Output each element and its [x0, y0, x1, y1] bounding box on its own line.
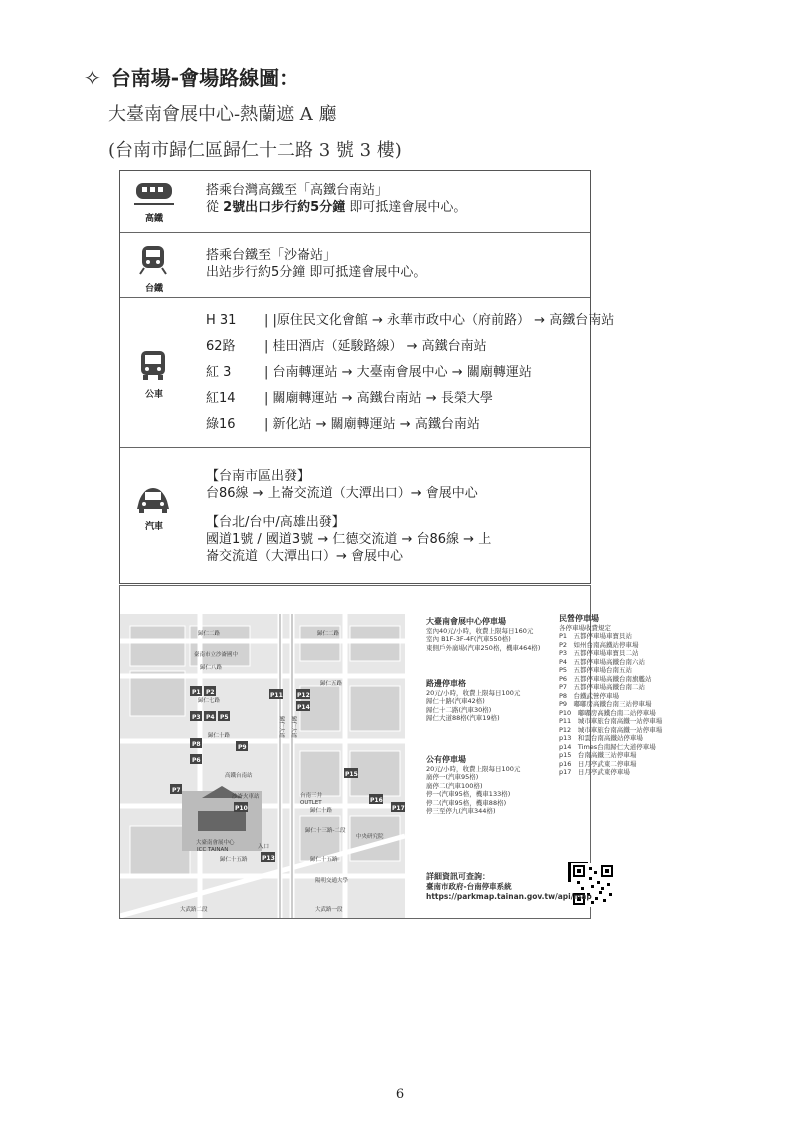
legend-footer: 詳細資訊可查詢： 臺南市政府-台南停車系統 https://parkmap.tainan.gov.tw/api/map — [426, 872, 592, 901]
svg-text:歸仁二路: 歸仁二路 — [198, 631, 221, 637]
legend-private-parking: 民營停車場 各停車場收費規定 P1 五都停車場車寶貝站 P2 如州台南高鐵站停車場 P3 五都停車場車寶貝二站 P4 五都停車場高鐵台南六站 P5 五都停車場台南五站 P6 五都停車場高鐵台南旗艦站 P7 五都停車場高鐵台南二站 P8 台鐵武營停車場 P9 嘟嘟房高鐵台南三站停車場 P10 嘟嘟房高鐵台南二站停車場 P11 城市車旅台南高鐵一站停車場 P12 城市車旅台南高鐵一站停車場 p13 和雲台南高鐵站停車場 p14 Times台南歸仁大道停車場 p15 台南高鐵三站停車場 p16 日月亭武東二停車場 p17 日月亭武東停車場 — [559, 614, 663, 776]
svg-text:ICC TAINAN: ICC TAINAN — [197, 847, 229, 853]
svg-text:歸仁大道: 歸仁大道 — [278, 716, 284, 739]
legend-public-parking: 公有停車場 20元/小時，收費上限每日100元 廣停一(汽車95格) 廣停二(汽車100格) 停一(汽車95格，機車133格) 停二(汽車95格，機車88格) 停三至停九(汽車344格) — [426, 755, 521, 815]
svg-text:歸仁大道: 歸仁大道 — [290, 716, 296, 739]
svg-text:歸仁五路: 歸仁五路 — [320, 681, 343, 687]
venue-name: 大臺南會展中心-熱蘭遮 A 廳 — [108, 104, 337, 125]
svg-text:P10: P10 — [235, 805, 248, 812]
private-parking-item: p16 日月亭武東二停車場 — [559, 759, 637, 768]
svg-text:歸仁二路: 歸仁二路 — [317, 631, 340, 637]
svg-text:P6: P6 — [192, 757, 201, 764]
private-parking-item: P8 台鐵武營停車場 — [559, 691, 620, 700]
svg-text:歸仁八路: 歸仁八路 — [200, 665, 223, 671]
svg-text:P12: P12 — [297, 692, 310, 699]
svg-text:大臺南會展中心: 大臺南會展中心 — [196, 840, 235, 846]
svg-text:歸仁七路: 歸仁七路 — [198, 698, 221, 704]
private-parking-item: p14 Times台南歸仁大道停車場 — [559, 742, 656, 751]
bus-route: 紅 3 | 台南轉運站 → 大臺南會展中心 → 關廟轉運站 — [206, 365, 532, 380]
svg-text:P11: P11 — [270, 692, 283, 699]
car-route-city: 台86線 → 上崙交流道（大潭出口）→ 會展中心 — [206, 486, 478, 501]
svg-text:沙崙火車站: 沙崙火車站 — [232, 794, 260, 800]
bus-route: H 31 | |原住民文化會館 → 永華市政中心（府前路） → 高鐵台南站 — [206, 313, 615, 328]
svg-text:P14: P14 — [297, 704, 310, 711]
private-parking-item: P1 五都停車場車寶貝站 — [559, 632, 633, 640]
hsr-section — [120, 171, 590, 233]
venue-address: (台南市歸仁區歸仁十二路 3 號 3 樓) — [108, 140, 402, 161]
bus-icon — [137, 349, 169, 383]
private-parking-item: p17 日月亭武東停車場 — [559, 768, 630, 776]
page-number: 6 — [395, 1087, 405, 1102]
svg-text:歸仁十三路-二段: 歸仁十三路-二段 — [305, 828, 346, 834]
svg-text:陽明交通大學: 陽明交通大學 — [315, 878, 349, 884]
car-heading-other: 【台北/台中/高雄出發】 — [206, 515, 345, 530]
tra-line1: 搭乘台鐵至「沙崙站」 — [206, 248, 337, 263]
bus-route: 62路 | 桂田酒店（延駿路線） → 高鐵台南站 — [206, 339, 487, 354]
svg-text:歸仁十路: 歸仁十路 — [310, 808, 333, 814]
car-label: 汽車 — [144, 522, 163, 532]
private-parking-item: P5 五都停車場台南五站 — [559, 666, 633, 674]
private-parking-item: p13 和雲台南高鐵站停車場 — [559, 734, 643, 742]
private-parking-item: P9 嘟嘟房高鐵台南三站停車場 — [559, 700, 652, 708]
svg-text:歸仁十五路: 歸仁十五路 — [220, 857, 248, 863]
tra-label: 台鐵 — [144, 284, 163, 294]
legend-center-parking: 大臺南會展中心停車場 室內40元/小時，收費上限每日160元 室內 B1F-3F-4F(汽車550格) 東側戶外廣場(汽車250格，機車464格) — [426, 617, 541, 652]
private-parking-item: P6 五都停車場高鐵台南旗艦站 — [559, 674, 652, 683]
hsr-train-icon — [134, 177, 174, 207]
hsr-line1: 搭乘台灣高鐵至「高鐵台南站」 — [206, 183, 389, 198]
car-route-other-2: 崙交流道（大潭出口）→ 會展中心 — [206, 549, 404, 564]
svg-text:P5: P5 — [220, 714, 229, 721]
private-parking-item: P11 城市車旅台南高鐵一站停車場 — [559, 717, 663, 725]
svg-text:P17: P17 — [392, 805, 405, 812]
svg-text:P13: P13 — [262, 855, 275, 862]
private-parking-item: P10 嘟嘟房高鐵台南二站停車場 — [559, 708, 656, 717]
svg-text:P2: P2 — [206, 689, 215, 696]
svg-text:台南三井: 台南三井 — [300, 793, 323, 799]
svg-text:大武路一段: 大武路一段 — [315, 907, 343, 913]
svg-text:大武路二段: 大武路二段 — [180, 907, 208, 913]
hsr-label: 高鐵 — [144, 214, 163, 224]
svg-text:中央研究院: 中央研究院 — [356, 834, 384, 840]
svg-text:歸仁十路: 歸仁十路 — [208, 733, 231, 739]
tra-train-icon — [138, 244, 168, 276]
svg-text:P9: P9 — [238, 744, 247, 751]
private-parking-item: P2 如州台南高鐵站停車場 — [559, 640, 639, 649]
transport-table — [119, 170, 615, 584]
car-section — [120, 447, 590, 583]
bus-label: 公車 — [144, 390, 163, 400]
section-title: 台南場-會場路線圖： — [110, 66, 300, 90]
svg-text:臺南市立沙崙國中: 臺南市立沙崙國中 — [194, 652, 239, 658]
svg-text:P1: P1 — [192, 689, 201, 696]
private-parking-item: p15 台南高鐵三站停車場 — [559, 751, 637, 759]
svg-text:P15: P15 — [345, 771, 358, 778]
bus-route: 綠16 | 新化站 → 關廟轉運站 → 高鐵台南站 — [206, 417, 480, 432]
svg-text:OUTLET: OUTLET — [300, 800, 322, 806]
svg-text:P3: P3 — [192, 714, 201, 721]
bus-route: 紅14 | 關廟轉運站 → 高鐵台南站 → 長榮大學 — [206, 391, 493, 406]
private-parking-item: P3 五都停車場車寶貝二站 — [559, 649, 639, 657]
svg-text:P7: P7 — [172, 787, 181, 794]
private-parking-item: P4 五都停車場高鐵台南六站 — [559, 657, 646, 666]
legend-roadside-parking: 路邊停車格 20元/小時，收費上限每日100元 歸仁十路(汽車42格) 歸仁十二路(汽車30格) 歸仁大道88格(汽車19格) — [426, 679, 521, 722]
svg-text:歸仁十五路: 歸仁十五路 — [310, 857, 338, 863]
car-heading-city: 【台南市區出發】 — [206, 469, 311, 484]
car-route-other-1: 國道1號 / 國道3號 → 仁德交流道 → 台86線 → 上 — [206, 532, 492, 547]
tra-line2: 出站步行約5分鐘 即可抵達會展中心。 — [206, 265, 427, 280]
diamond-bullet-icon: ✧ — [84, 66, 101, 90]
svg-text:P8: P8 — [192, 741, 201, 748]
section-heading — [84, 62, 299, 91]
svg-text:P16: P16 — [370, 797, 383, 804]
tra-section — [120, 232, 590, 298]
svg-text:入口: 入口 — [258, 844, 270, 850]
svg-text:高鐵台南站: 高鐵台南站 — [225, 773, 253, 779]
private-parking-item: P12 城市車旅台南高鐵一站停車場 — [559, 725, 663, 734]
hsr-line2: 從 2號出口步行約5分鐘 即可抵達會展中心。 — [206, 200, 467, 215]
svg-text:P4: P4 — [206, 714, 215, 721]
private-parking-item: P7 五都停車場高鐵台南二站 — [559, 683, 646, 691]
bus-section — [120, 297, 615, 448]
car-icon — [134, 485, 172, 515]
